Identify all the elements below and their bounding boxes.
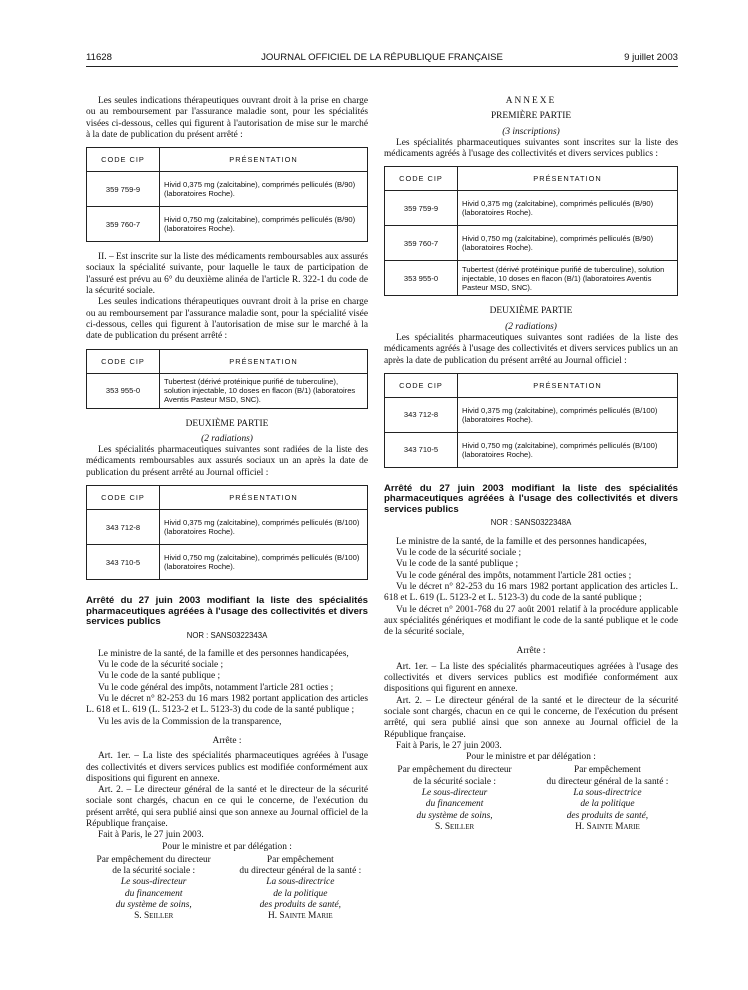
decree-title: Arrêté du 27 juin 2003 modifiant la liste des spécialités pharmaceutiques agréées à l'usage des collectivités et divers services publics (86, 595, 368, 628)
presentation-header: PRÉSENTATION (160, 349, 368, 373)
code-cip-cell: 343 710-5 (385, 432, 458, 467)
presentation-cell: Hivid 0,750 mg (zalcitabine), comprimés pelliculés (B/90) (laboratoires Roche). (458, 226, 678, 261)
visa-line: Vu le code de la sécurité sociale ; (396, 548, 522, 559)
section-subtitle: (3 inscriptions) (502, 126, 560, 137)
code-cip-cell: 359 759-9 (87, 172, 160, 207)
visa-line: Vu le décret n° 2001-768 du 27 août 2001 relatif à la procédure applicable aux spécialités génériques et modifiant le code de la santé publique et le code de la sécurité sociale, (384, 604, 678, 638)
visa-line: Vu les avis de la Commission de la transparence, (98, 716, 282, 727)
section-subtitle: (2 radiations) (201, 433, 253, 444)
code-cip-header: CODE CIP (87, 349, 160, 373)
code-cip-header: CODE CIP (385, 373, 458, 397)
table-row (385, 432, 678, 467)
signature-line: de la sécurité sociale : (112, 866, 196, 877)
page-header (86, 52, 678, 67)
signature-line: Le sous-directeur (421, 788, 488, 798)
code-cip-cell: 343 712-8 (385, 397, 458, 432)
left-column (86, 96, 368, 923)
signatures (384, 765, 678, 833)
signature-line: du système de soins, (115, 900, 192, 911)
cip-table (384, 373, 678, 468)
presentation-header: PRÉSENTATION (160, 486, 368, 510)
arrete-label: Arrête : (516, 646, 546, 657)
signature-right (233, 855, 368, 923)
signatory-name: S. Seiller (134, 911, 174, 922)
signatory-name: H. Sainte Marie (267, 911, 333, 922)
done-at: Fait à Paris, le 27 juin 2003. (98, 830, 204, 841)
section-title: PREMIÈRE PARTIE (490, 111, 572, 122)
signature-line: du système de soins, (416, 810, 493, 821)
article-2: Art. 2. – Le directeur général de la santé et le directeur de la sécurité sociale sont chargés, chacun en ce qui le concerne, de l'exécution du présent arrêté, qui sera publié ainsi que son annexe au Journal officiel de la République française. (384, 695, 678, 740)
code-cip-cell: 359 760-7 (385, 226, 458, 261)
code-cip-header: CODE CIP (87, 486, 160, 510)
code-cip-cell: 343 710-5 (87, 545, 160, 580)
code-cip-header: CODE CIP (87, 148, 160, 172)
signature-right (537, 765, 678, 833)
table-row (385, 397, 678, 432)
signature-line: de la sécurité sociale : (413, 776, 496, 787)
table-row (87, 207, 368, 242)
visa-line: Vu le code de la santé publique ; (98, 671, 221, 682)
presentation-cell: Tubertest (dérivé protéinique purifié de tuberculine), solution injectable, 10 doses en flacon (B/1) (laboratoires Aventis Pasteur MSD, SNC). (458, 261, 678, 296)
visa-line: Vu le code de la santé publique ; (396, 559, 519, 570)
presentation-cell: Tubertest (dérivé protéinique purifié de tuberculine), solution injectable, 10 doses en flacon (B/1) (laboratoires Aventis Pasteur MSD, SNC). (160, 373, 368, 408)
cip-table (86, 147, 368, 242)
code-cip-header: CODE CIP (385, 167, 458, 191)
delegation-line: Pour le ministre et par délégation : (162, 841, 292, 852)
section-title: DEUXIÈME PARTIE (185, 418, 269, 429)
code-cip-cell: 343 712-8 (87, 510, 160, 545)
code-cip-cell: 359 759-9 (385, 191, 458, 226)
presentation-cell: Hivid 0,750 mg (zalcitabine), comprimés pelliculés (B/100) (laboratoires Roche). (160, 545, 368, 580)
signature-line: des produits de santé, (259, 900, 342, 911)
signature-line: du financement (425, 799, 484, 810)
signature-line: du financement (124, 888, 183, 899)
signatory-name: H. Sainte Marie (575, 821, 640, 832)
signature-line: La sous-directrice (573, 788, 642, 798)
section-title: DEUXIÈME PARTIE (489, 306, 573, 317)
signature-line: Par empêchement du directeur (397, 765, 512, 776)
section-subtitle: (2 radiations) (505, 321, 557, 332)
presentation-cell: Hivid 0,750 mg (zalcitabine), comprimés pelliculés (B/90) (laboratoires Roche). (160, 207, 368, 242)
page-number: 11628 (86, 52, 112, 63)
signature-line: La sous-directrice (266, 877, 335, 888)
signature-line: Par empêchement (266, 854, 334, 865)
table-row (385, 261, 678, 296)
visa-line: Vu le décret n° 82-253 du 16 mars 1982 portant application des articles L. 618 et L. 619 (L. 5123-2 et L. 5123-3) du code de la santé publique ; (384, 581, 678, 604)
cip-table (86, 349, 368, 409)
nor-reference: NOR : SANS0322348A (490, 518, 572, 528)
paragraph: Les spécialités pharmaceutiques suivantes sont radiées de la liste des médicaments agréés à l'usage des collectivités et divers services publics un an après la date de publication du présent arrêté au Journal officiel : (384, 333, 678, 366)
table-row (87, 172, 368, 207)
decree-title: Arrêté du 27 juin 2003 modifiant la liste des spécialités pharmaceutiques agréées à l'usage des collectivités et divers services publics (384, 482, 678, 515)
paragraph: Les spécialités pharmaceutiques suivantes sont radiées de la liste des médicaments remboursables aux assurés sociaux un an après la date de publication du présent arrêté au Journal officiel : (86, 445, 368, 478)
code-cip-cell: 353 955-0 (87, 373, 160, 408)
signature-line: Par empêchement du directeur (96, 854, 211, 865)
signature-line: des produits de santé, (566, 810, 649, 821)
presentation-header: PRÉSENTATION (458, 167, 678, 191)
code-cip-cell: 359 760-7 (87, 207, 160, 242)
signature-left (384, 765, 525, 833)
table-row (87, 545, 368, 580)
presentation-cell: Hivid 0,375 mg (zalcitabine), comprimés pelliculés (B/100) (laboratoires Roche). (458, 397, 678, 432)
paragraph: II. – Est inscrite sur la liste des médicaments remboursables aux assurés sociaux la spécialité suivante, pour laquelle le taux de participation de l'assuré est prévu au 6° du deuxième alinéa de l'article R. 322-1 du code de la sécurité sociale. (86, 252, 368, 297)
article-2: Art. 2. – Le directeur général de la santé et le directeur de la sécurité sociale sont chargés, chacun en ce qui le concerne, de l'exécution du présent arrêté, qui sera publié ainsi que son annexe au Journal officiel de la République française. (86, 785, 368, 829)
signature-line: du directeur général de la santé : (546, 776, 669, 787)
cip-table (384, 166, 678, 296)
right-column (384, 96, 678, 833)
signature-line: du directeur général de la santé : (239, 866, 362, 877)
table-row (385, 191, 678, 226)
signature-line: Le sous-directeur (120, 877, 187, 888)
presentation-cell: Hivid 0,375 mg (zalcitabine), comprimés pelliculés (B/90) (laboratoires Roche). (160, 172, 368, 207)
article-1: Art. 1er. – La liste des spécialités pharmaceutiques agréées à l'usage des collectivités et divers services publics est modifiée conformément aux dispositions qui figurent en annexe. (86, 751, 368, 784)
table-row (87, 510, 368, 545)
signature-left (86, 855, 221, 923)
visa-line: Vu le décret n° 82-253 du 16 mars 1982 portant application des articles L. 618 et L. 619 (L. 5123-2 et L. 5123-3) du code de la santé publique ; (86, 694, 368, 716)
paragraph: Les seules indications thérapeutiques ouvrant droit à la prise en charge ou au remboursement par l'assurance maladie sont, pour les spécialités visées ci-dessous, celles qui figurent à l'autorisation de mise sur le marché à la date de publication du présent arrêté : (86, 96, 368, 140)
table-row (87, 373, 368, 408)
signatory-name: S. Seiller (434, 821, 475, 832)
signature-line: Par empêchement (573, 765, 641, 776)
presentation-cell: Hivid 0,375 mg (zalcitabine), comprimés pelliculés (B/90) (laboratoires Roche). (458, 191, 678, 226)
arrete-label: Arrête : (212, 735, 242, 746)
visa-line: Vu le code général des impôts, notamment l'article 281 octies ; (396, 570, 632, 581)
presentation-cell: Hivid 0,375 mg (zalcitabine), comprimés pelliculés (B/100) (laboratoires Roche). (160, 510, 368, 545)
visa-line: Vu le code de la sécurité sociale ; (98, 660, 224, 671)
table-row (385, 226, 678, 261)
paragraph: Les spécialités pharmaceutiques suivantes sont inscrites sur la liste des médicaments agréés à l'usage des collectivités et divers services publics : (384, 137, 678, 160)
paragraph: Le ministre de la santé, de la famille et des personnes handicapées, (98, 648, 349, 659)
presentation-cell: Hivid 0,750 mg (zalcitabine), comprimés pelliculés (B/100) (laboratoires Roche). (458, 432, 678, 467)
cip-table (86, 485, 368, 580)
signature-line: de la politique (580, 799, 635, 810)
delegation-line: Pour le ministre et par délégation : (466, 752, 596, 763)
signatures (86, 855, 368, 923)
presentation-header: PRÉSENTATION (160, 148, 368, 172)
paragraph: Le ministre de la santé, de la famille et des personnes handicapées, (396, 536, 647, 547)
code-cip-cell: 353 955-0 (385, 261, 458, 296)
visa-line: Vu le code général des impôts, notamment l'article 281 octies ; (98, 682, 334, 693)
nor-reference: NOR : SANS0322343A (186, 630, 268, 640)
annex-title: ANNEXE (505, 96, 557, 106)
journal-title: JOURNAL OFFICIEL DE LA RÉPUBLIQUE FRANÇAISE (261, 52, 503, 63)
signature-line: de la politique (273, 888, 328, 899)
article-1: Art. 1er. – La liste des spécialités pharmaceutiques agréées à l'usage des collectivités et divers services publics est modifiée conformément aux dispositions qui figurent en annexe. (384, 661, 678, 695)
presentation-header: PRÉSENTATION (458, 373, 678, 397)
issue-date: 9 juillet 2003 (624, 52, 678, 63)
paragraph: Les seules indications thérapeutiques ouvrant droit à la prise en charge ou au remboursement par l'assurance maladie sont, pour la spécialité visée ci-dessous, celles qui figurent à l'autorisation de mise sur le marché à la date de publication du présent arrêté : (86, 297, 368, 342)
done-at: Fait à Paris, le 27 juin 2003. (396, 740, 502, 751)
